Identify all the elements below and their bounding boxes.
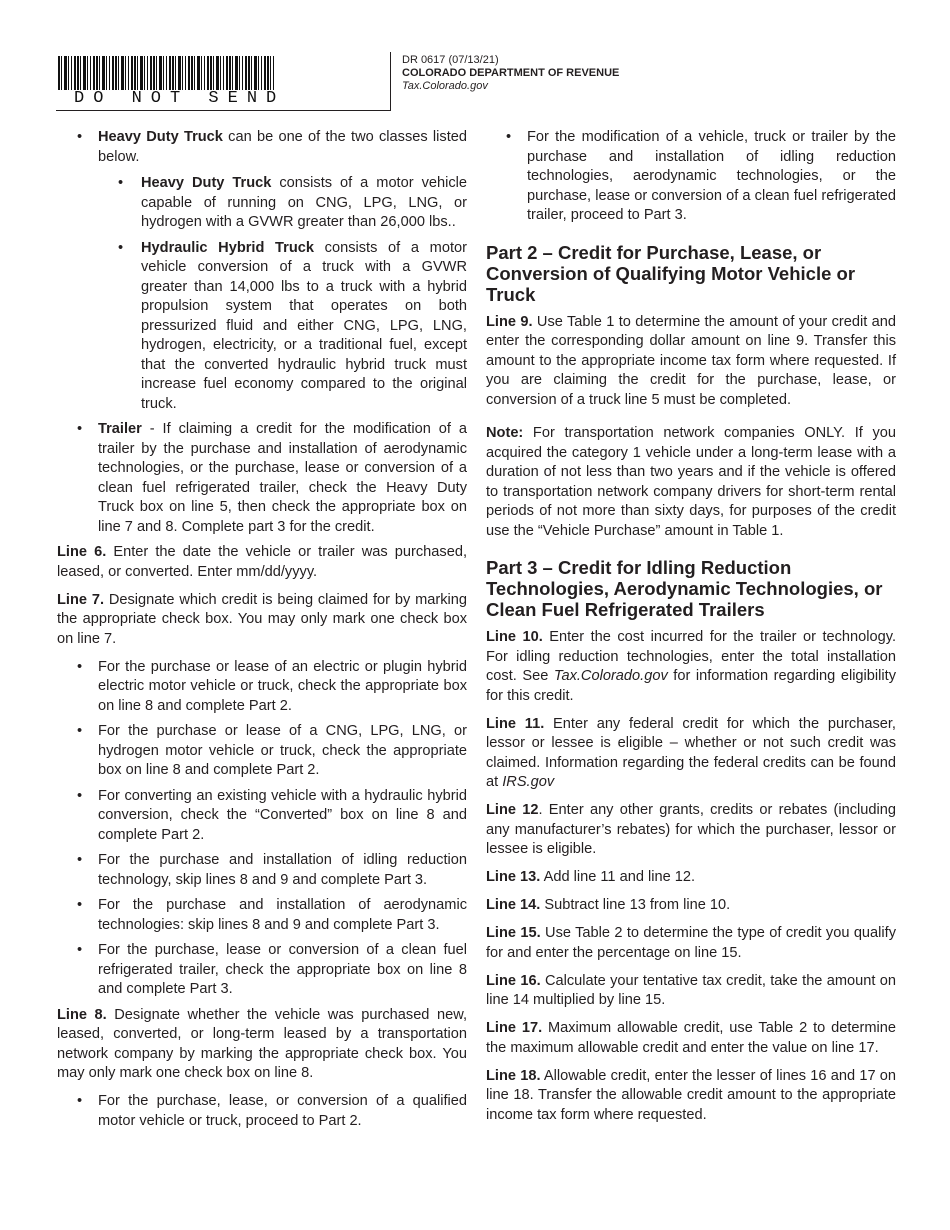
line-12-instruction (486, 801, 896, 860)
line-label: Line 13. (486, 869, 541, 885)
line-17-instruction (486, 1019, 896, 1058)
item-text: - If claiming a credit for the modification of a trailer by the purchase and installation of aerodynamic technologies, or the purchase, lease or conversion of a clean fuel refrigerated trailer, check the Heavy Duty Truck box on line 5, then check the appropriate box on line 7 and 8. Complete part 3 for the credit. (98, 421, 467, 535)
line-text: Allowable credit, enter the lesser of lines 16 and 17 on line 18. Transfer the allowable credit amount to the appropriate income tax form where requested. (486, 1067, 897, 1123)
line-label: Line 8. (57, 1006, 107, 1023)
line-text: Enter the cost incurred for the trailer or technology. For idling reduction technologies, enter the total installation cost. See (486, 629, 897, 684)
irs-link[interactable]: IRS.gov (502, 774, 555, 790)
list-item: • For the purchase and installation of aerodynamic technologies: skip lines 8 and 9 and complete Part 3. (57, 896, 467, 935)
line-14-instruction (486, 896, 896, 916)
left-column (57, 128, 467, 1137)
line-label: Line 6. (57, 544, 107, 560)
line-text: Designate whether the vehicle was purchased new, leased, converted, or long-term leased by a transportation network company by marking the appropriate check box. You may only mark one check box on line 8. (57, 1006, 467, 1081)
line-6-instruction (57, 543, 467, 582)
line-label: Line 10. (486, 629, 543, 645)
barcode (58, 56, 274, 90)
line-8-bullets-continued (486, 128, 896, 226)
line-text: Designate which credit is being claimed for by marking the appropriate check box. You may only mark one check box on line 7. (57, 591, 467, 647)
line-18-instruction (486, 1067, 896, 1126)
line-text: Use Table 2 to determine the type of credit you qualify for and enter the percentage on line 15. (486, 925, 896, 961)
line-9-instruction (486, 313, 896, 411)
form-id: DR 0617 (07/13/21) (402, 54, 499, 66)
item-text: consists of a motor vehicle capable of running on CNG, LPG, LNG, or hydrogen with a GVWR greater than 26,000 lbs.. (141, 175, 467, 230)
line-text: Calculate your tentative tax credit, take the amount on line 14 multiplied by line 15. (486, 972, 896, 1008)
line-text: Use Table 1 to determine the amount of your credit and enter the corresponding dollar amount on line 9. Transfer this amount to the appropriate income tax form where requested. If you are claiming the credit for the purchase, lease, or conversion of a truck line 5 must be completed. (486, 313, 896, 408)
sub-list (98, 174, 467, 414)
term: Heavy Duty Truck (141, 175, 272, 191)
line-text: Enter any federal credit for which the purchaser, lessor or lessee is eligible – whether or not such credit was claimed. Information regarding the federal credits can be found at (486, 715, 896, 790)
line-text: . Enter any other grants, credits or rebates (including any manufacturer’s rebates) for which the purchaser, lessor or lessee is eligible. (486, 802, 896, 857)
department-name: COLORADO DEPARTMENT OF REVENUE (402, 67, 620, 79)
class-list (57, 128, 467, 537)
barcode-block (56, 52, 391, 111)
part-3-heading: Part 3 – Credit for Idling Reduction Technologies, Aerodynamic Technologies, or Clean Fuel Refrigerated Trailers (486, 557, 883, 620)
list-item: • For the modification of a vehicle, truck or trailer by the purchase and installation of idling reduction technologies, aerodynamic technologies, or the purchase, lease or conversion of a clean fuel refrigerated trailer, proceed to Part 3. (486, 128, 896, 226)
list-item: • For the purchase, lease, or conversion of a qualified motor vehicle or truck, proceed to Part 2. (57, 1092, 467, 1131)
note-label: Note: (486, 425, 524, 441)
line-text: Maximum allowable credit, use Table 2 to determine the maximum allowable credit and enter the value on line 17. (486, 1020, 896, 1056)
list-item: • For the purchase and installation of idling reduction technology, skip lines 8 and 9 and complete Part 3. (57, 851, 467, 890)
term: Trailer (98, 421, 142, 437)
note-text: For transportation network companies ONLY. If you acquired the category 1 vehicle under a long-term lease with a duration of not less than two years and if the vehicle is offered to transportation network company drivers for short-term rental periods of not more than sixty days, for purposes of the credit use the “Vehicle Purchase” amount in Table 1. (486, 425, 896, 539)
line-label: Line 18. (486, 1067, 541, 1084)
line-11-instruction (486, 715, 896, 793)
line-label: Line 9. (486, 313, 533, 330)
do-not-send-label: DO NOT SEND (74, 89, 286, 108)
line-8-instruction (57, 1006, 467, 1084)
line-label: Line 11. (486, 715, 545, 732)
website-link[interactable]: Tax.Colorado.gov (402, 80, 488, 92)
part-2-heading: Part 2 – Credit for Purchase, Lease, or Conversion of Qualifying Motor Vehicle or Truck (486, 241, 856, 305)
form-header (402, 54, 619, 93)
list-item (57, 128, 467, 414)
line-7-bullets (57, 658, 467, 1000)
line-label: Line 16. (486, 972, 541, 989)
line-label: Line 7. (57, 591, 104, 608)
list-item (98, 239, 467, 415)
line-label: Line 12 (486, 802, 539, 818)
list-item: • For the purchase, lease or conversion of a clean fuel refrigerated trailer, check the appropriate box on line 8 and complete Part 3. (57, 941, 467, 1000)
line-7-instruction (57, 591, 467, 650)
right-column (486, 128, 896, 1134)
list-item: • For the purchase or lease of an electric or plugin hybrid electric motor vehicle or truck, check the appropriate box on line 8 and complete Part 2. (57, 658, 467, 717)
line-text: for information regarding eligibility for this credit. (486, 668, 896, 704)
line-13-instruction (486, 868, 896, 888)
list-item: • For converting an existing vehicle with a hydraulic hybrid conversion, check the “Converted” box on line 8 and complete Part 2. (57, 787, 467, 846)
list-item: • For the purchase or lease of a CNG, LPG, LNG, or hydrogen motor vehicle or truck, check the appropriate box on line 8 and complete Part 2. (57, 722, 467, 781)
item-text: consists of a motor vehicle conversion of a truck with a GVWR greater than 14,000 lbs to a truck with a hybrid propulsion system that operates on both pressurized fluid and either CNG, LPG, LNG, hydrogen, electricity, or a traditional fuel, except that the converted hydraulic hybrid truck must increase fuel economy compared to the original truck. (141, 239, 467, 412)
list-item (57, 420, 467, 537)
line-label: Line 15. (486, 925, 541, 941)
line-15-instruction (486, 924, 896, 963)
line-10-instruction (486, 628, 896, 706)
term: Hydraulic Hybrid Truck (141, 239, 314, 256)
website-link[interactable]: Tax.Colorado.gov (553, 668, 668, 684)
line-label: Line 17. (486, 1020, 543, 1036)
line-16-instruction (486, 972, 896, 1011)
term: Heavy Duty Truck (98, 129, 223, 145)
line-text: Subtract line 13 from line 10. (540, 897, 731, 913)
line-text: Enter the date the vehicle or trailer was purchased, leased, or converted. Enter mm/dd/yyyy. (57, 544, 467, 580)
line-8-bullets (57, 1092, 467, 1131)
line-text: Add line 11 and line 12. (540, 869, 696, 885)
line-label: Line 14. (486, 897, 541, 913)
item-text: can be one of the two classes listed below. (98, 129, 468, 165)
list-item (98, 174, 467, 233)
note-paragraph (486, 424, 896, 541)
